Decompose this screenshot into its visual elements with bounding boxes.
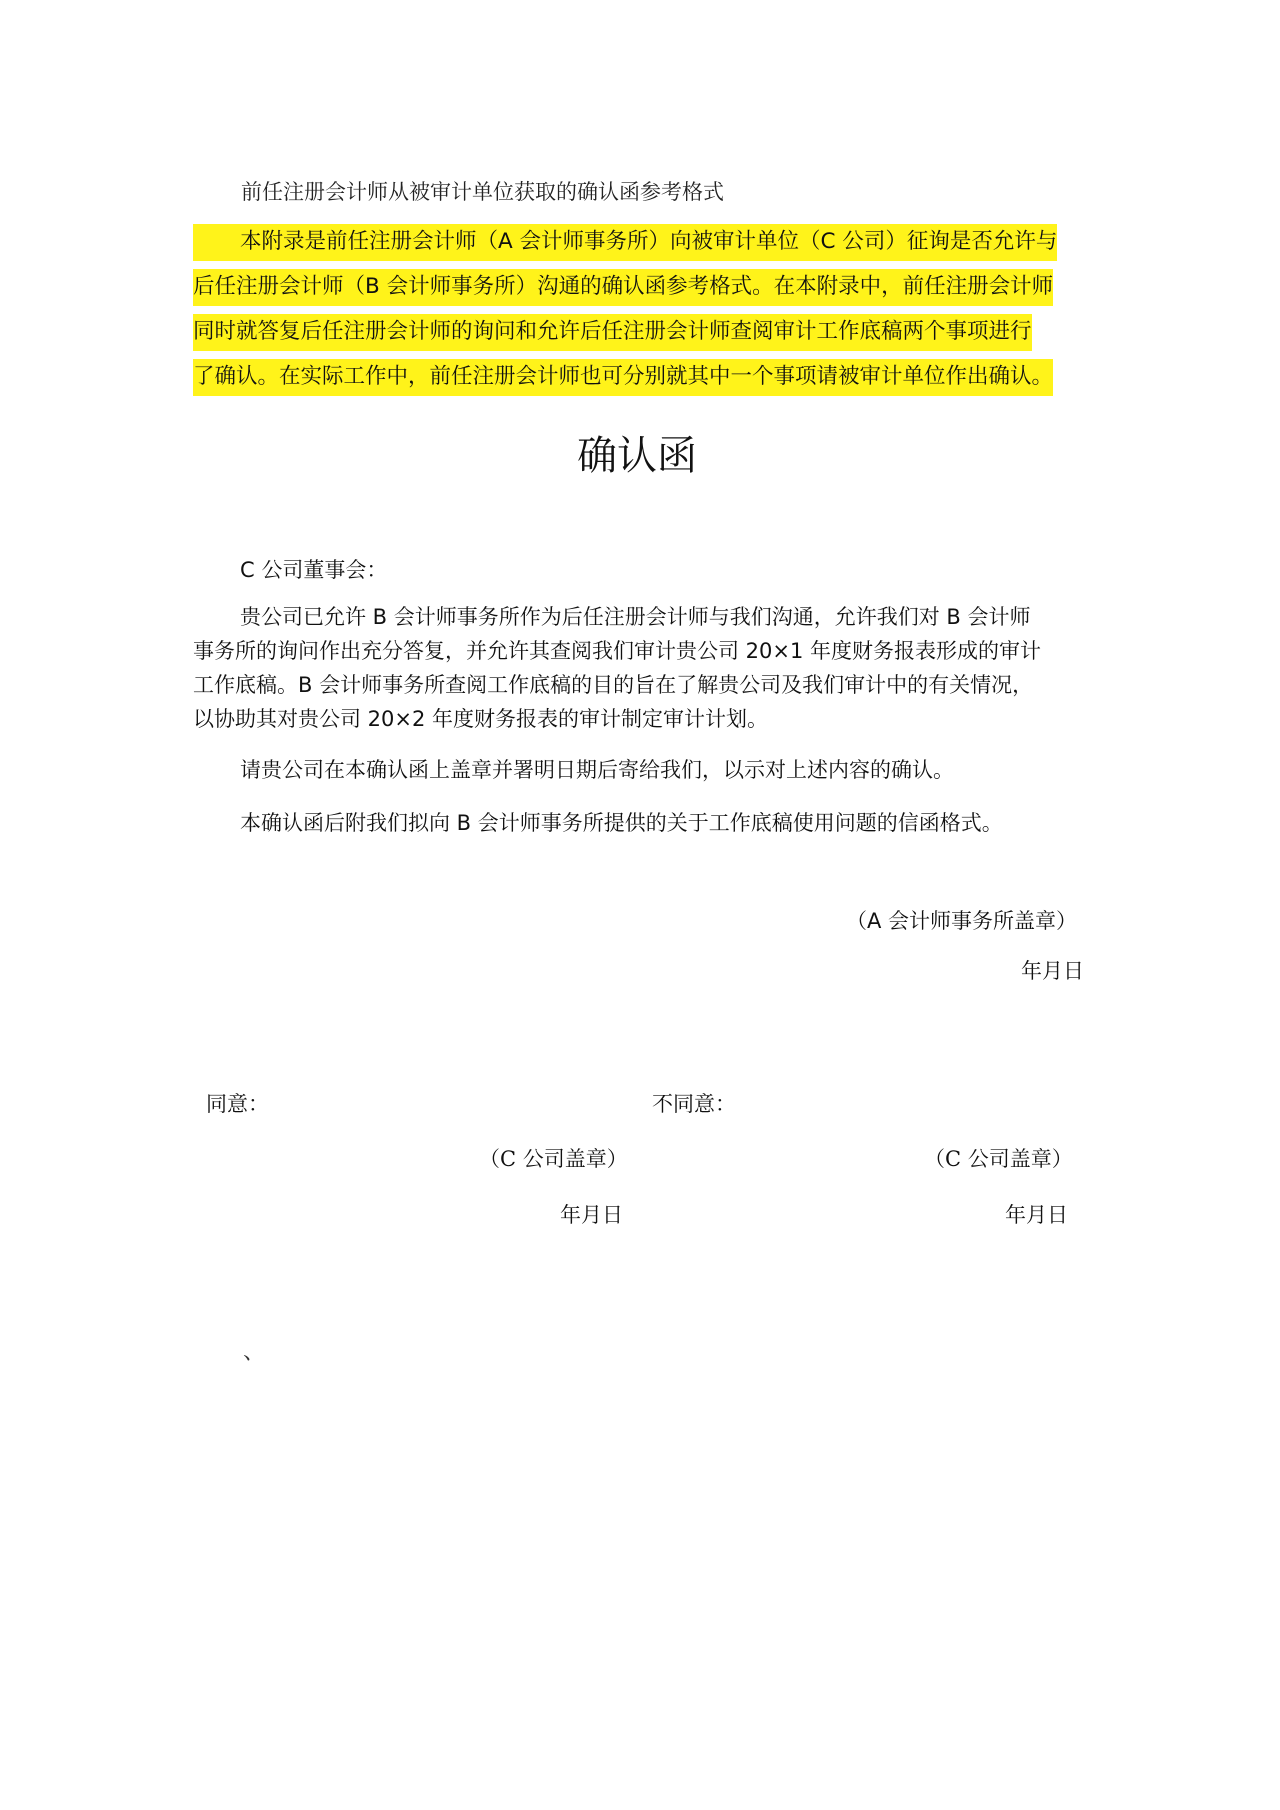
letter-title: 确认函 <box>577 433 697 479</box>
disagree-date-line: 年月日 <box>1005 1203 1068 1227</box>
paragraph-line: 以协助其对贵公司 20×2 年度财务报表的审计制定审计计划。 <box>193 707 769 731</box>
agree-date-line: 年月日 <box>560 1203 623 1227</box>
intro-line: 本附录是前任注册会计师（A 会计师事务所）向被审计单位（C 公司）征询是否允许与 <box>193 219 1093 264</box>
disagree-seal-line: （C 公司盖章） <box>924 1147 1073 1171</box>
intro-line: 了确认。在实际工作中，前任注册会计师也可分别就其中一个事项请被审计单位作出确认。 <box>193 354 1093 399</box>
paragraph-line: 事务所的询问作出充分答复，并允许其查阅我们审计贵公司 20×1 年度财务报表形成的审计 <box>193 639 1042 663</box>
paragraph-line: 工作底稿。B 会计师事务所查阅工作底稿的目的旨在了解贵公司及我们审计中的有关情况， <box>193 673 1034 697</box>
intro-line: 后任注册会计师（B 会计师事务所）沟通的确认函参考格式。在本附录中，前任注册会计师 <box>193 264 1093 309</box>
sender-date-line: 年月日 <box>1021 959 1084 983</box>
appendix-heading: 前任注册会计师从被审计单位获取的确认函参考格式 <box>241 180 724 204</box>
disagree-label: 不同意： <box>652 1092 736 1116</box>
salutation: C 公司董事会： <box>240 558 388 582</box>
body-paragraph-3: 本确认函后附我们拟向 B 会计师事务所提供的关于工作底稿使用问题的信函格式。 <box>240 811 1003 835</box>
highlighted-intro-paragraph <box>193 219 1093 399</box>
agree-seal-line: （C 公司盖章） <box>479 1147 628 1171</box>
agree-label: 同意： <box>206 1092 269 1116</box>
sender-seal-line: （A 会计师事务所盖章） <box>846 909 1078 933</box>
body-paragraph-2: 请贵公司在本确认函上盖章并署明日期后寄给我们，以示对上述内容的确认。 <box>240 758 954 782</box>
paragraph-line: 贵公司已允许 B 会计师事务所作为后任注册会计师与我们沟通，允许我们对 B 会计师 <box>240 605 1031 629</box>
intro-line: 同时就答复后任注册会计师的询问和允许后任注册会计师查阅审计工作底稿两个事项进行 <box>193 309 1093 354</box>
stray-punctuation-mark: 、 <box>243 1340 266 1365</box>
body-paragraph-1 <box>193 600 1093 736</box>
